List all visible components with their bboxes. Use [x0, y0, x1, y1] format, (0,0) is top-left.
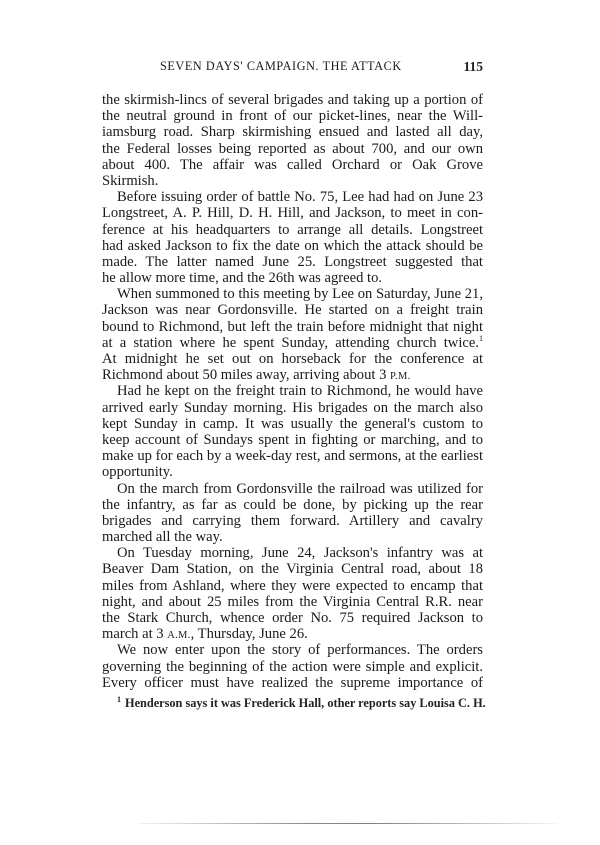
text-line [102, 302, 483, 318]
text-line [102, 383, 483, 399]
line-text: night, and about 25 miles from the Virginia Central R.R. near [102, 593, 483, 610]
line-text: At midnight he set out on horseback for the conference at [102, 351, 483, 367]
text-line [102, 367, 483, 383]
line-text: Longstreet, A. P. Hill, D. H. Hill, and Jackson, to meet in con- [102, 205, 483, 222]
body-text [102, 92, 483, 691]
line-text: Skirmish. [102, 172, 159, 189]
line-text: We now enter upon the story of performances. The orders [117, 642, 483, 659]
text-line [102, 189, 483, 205]
running-header [102, 59, 483, 77]
text-line [102, 594, 483, 610]
line-text: Had he kept on the freight train to Richmond, he would have [117, 383, 483, 400]
line-text: kept Sunday in camp. It was usually the general's custom to [102, 415, 483, 432]
text-line [102, 626, 483, 642]
text-line [102, 238, 483, 254]
line-text: governing the beginning of the action were simple and explicit. [102, 658, 483, 675]
small-caps-time: P.M. [390, 371, 411, 383]
text-line [102, 481, 483, 497]
line-text: Every officer must have realized the supreme importance of [102, 674, 483, 691]
line-text: Before issuing order of battle No. 75, Lee had had on June 23 [117, 189, 483, 206]
line-text: he allow more time, and the 26th was agreed to. [102, 270, 383, 287]
line-text: iamsburg road. Sharp skirmishing ensued and lasted all day, [102, 124, 483, 141]
line-text: ference at his headquarters to arrange all details. Longstreet [102, 221, 483, 238]
text-line [102, 108, 483, 124]
line-text: march at 3 [102, 626, 168, 643]
line-text: had asked Jackson to fix the date on which the attack should be [102, 237, 483, 254]
page-number: 115 [463, 59, 483, 74]
line-text: When summoned to this meeting by Lee on Saturday, June 21, [117, 286, 483, 303]
line-text: arrived early Sunday morning. His brigades on the march also [102, 399, 483, 416]
text-line [102, 222, 483, 238]
text-line [102, 270, 483, 286]
line-text: make up for each by a week-day rest, and sermons, at the earliest [102, 448, 483, 465]
line-text: bound to Richmond, but left the train before midnight that night [102, 318, 483, 335]
text-line [102, 124, 483, 140]
text-line [102, 205, 483, 221]
line-text: the Federal losses being reported as about 700, and our own [102, 140, 483, 157]
footnote [117, 695, 487, 711]
text-line [102, 578, 483, 594]
text-line [102, 659, 483, 675]
line-text: On Tuesday morning, June 24, Jackson's infantry was at [117, 545, 483, 562]
text-line [102, 319, 483, 335]
line-text: about 400. The affair was called Orchard or Oak Grove [102, 156, 483, 173]
line-text-tail: , Thursday, June 26. [190, 626, 308, 643]
line-text: the neutral ground in front of our picket-lines, near the Will- [102, 108, 483, 125]
line-text: Richmond about 50 miles away, arriving about 3 [102, 367, 391, 384]
text-line [102, 141, 483, 157]
line-text: Jackson was near Gordonsville. He started on a freight train [102, 302, 483, 319]
text-line [102, 416, 483, 432]
footnote-reference: 1 [479, 333, 483, 343]
text-line [102, 335, 483, 351]
text-line [102, 529, 483, 545]
line-text: On the march from Gordonsville the railroad was utilized for [117, 480, 483, 497]
footnote-mark: 1 [117, 695, 121, 704]
line-text: the skirmish-lincs of several brigades and taking up a portion of [102, 92, 483, 108]
line-text: marched all the way. [102, 529, 223, 546]
text-line [102, 400, 483, 416]
line-text: the Stark Church, whence order No. 75 required Jackson to [102, 610, 483, 626]
text-line [102, 513, 483, 529]
text-line [102, 464, 483, 480]
footnote-text: Henderson says it was Frederick Hall, other reports say Louisa C. H. [125, 696, 486, 710]
line-text: keep account of Sundays spent in fighting or marching, and to [102, 431, 483, 448]
text-line [102, 157, 483, 173]
line-text: miles from Ashland, where they were expected to encamp that [102, 577, 483, 594]
text-line [102, 610, 483, 626]
small-caps-time: A.M. [167, 630, 191, 642]
text-line [102, 545, 483, 561]
text-line [102, 254, 483, 270]
line-text: made. The latter named June 25. Longstreet suggested that [102, 253, 483, 270]
line-text: brigades and carrying them forward. Artillery and cavalry [102, 512, 483, 529]
text-line [102, 642, 483, 658]
text-line [102, 675, 483, 691]
line-text: opportunity. [102, 464, 173, 481]
scan-artifact-line [138, 823, 558, 824]
line-text: the infantry, as far as could be done, by picking up the rear [102, 496, 483, 513]
text-line [102, 561, 483, 577]
text-line [102, 92, 483, 108]
text-line [102, 497, 483, 513]
text-line [102, 173, 483, 189]
line-text: at a station where he spent Sunday, attending church twice. [102, 334, 479, 351]
text-line [102, 286, 483, 302]
line-text: Beaver Dam Station, on the Virginia Central road, about 18 [102, 561, 483, 578]
running-title: SEVEN DAYS' CAMPAIGN. THE ATTACK [160, 59, 402, 73]
text-line [102, 448, 483, 464]
text-line [102, 432, 483, 448]
text-line [102, 351, 483, 367]
